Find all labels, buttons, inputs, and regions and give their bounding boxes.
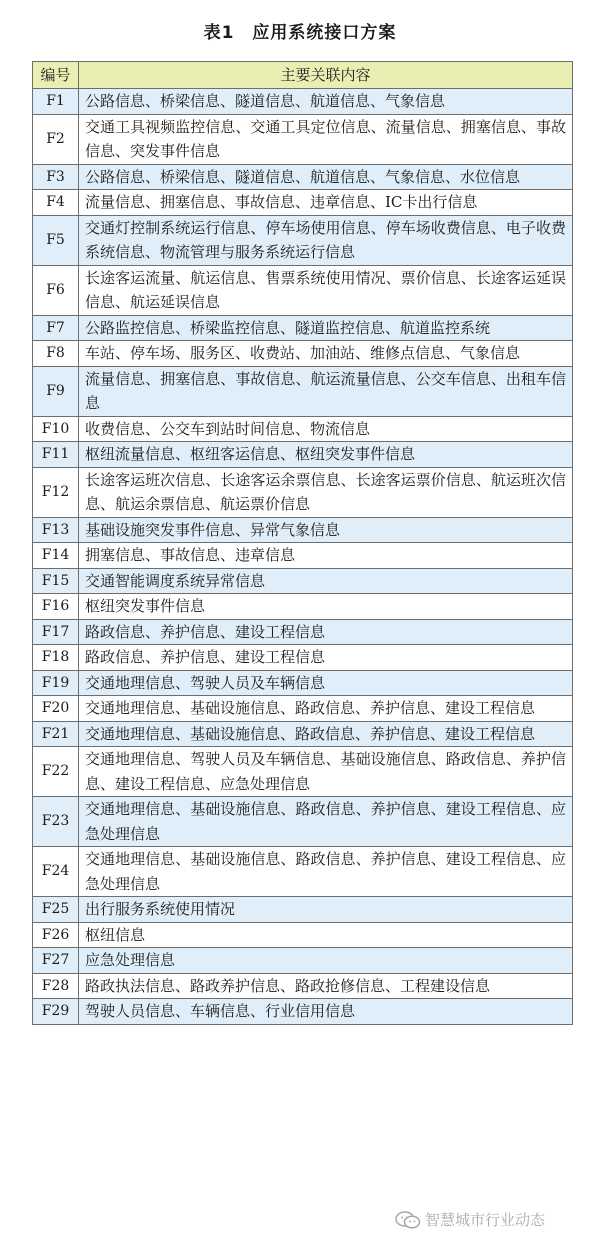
row-content: 枢纽突发事件信息 <box>79 594 573 620</box>
table-row <box>33 265 573 315</box>
table-title <box>0 18 600 43</box>
row-content: 路政信息、养护信息、建设工程信息 <box>79 645 573 671</box>
row-code: F9 <box>33 366 79 416</box>
row-content: 公路监控信息、桥梁监控信息、隧道监控信息、航道监控系统 <box>79 315 573 341</box>
table-row <box>33 215 573 265</box>
row-code: F28 <box>33 973 79 999</box>
table-row <box>33 517 573 543</box>
row-content: 交通地理信息、基础设施信息、路政信息、养护信息、建设工程信息、应急处理信息 <box>79 847 573 897</box>
row-content: 流量信息、拥塞信息、事故信息、违章信息、IC卡出行信息 <box>79 190 573 216</box>
table-row <box>33 315 573 341</box>
table-row <box>33 190 573 216</box>
row-code: F3 <box>33 164 79 190</box>
row-code: F19 <box>33 670 79 696</box>
row-content: 路政信息、养护信息、建设工程信息 <box>79 619 573 645</box>
row-code: F21 <box>33 721 79 747</box>
row-content: 长途客运流量、航运信息、售票系统使用情况、票价信息、长途客运延误信息、航运延误信息 <box>79 265 573 315</box>
row-code: F14 <box>33 543 79 569</box>
row-code: F23 <box>33 797 79 847</box>
row-content: 收费信息、公交车到站时间信息、物流信息 <box>79 416 573 442</box>
row-code: F18 <box>33 645 79 671</box>
row-code: F24 <box>33 847 79 897</box>
row-code: F26 <box>33 922 79 948</box>
table-row <box>33 568 573 594</box>
row-code: F12 <box>33 467 79 517</box>
row-content: 交通地理信息、驾驶人员及车辆信息 <box>79 670 573 696</box>
table-row <box>33 416 573 442</box>
header-code: 编号 <box>33 62 79 89</box>
row-code: F25 <box>33 897 79 923</box>
table-row <box>33 747 573 797</box>
row-code: F2 <box>33 114 79 164</box>
table-row <box>33 897 573 923</box>
header-content: 主要关联内容 <box>79 62 573 89</box>
interface-table <box>32 61 573 1025</box>
row-code: F11 <box>33 442 79 468</box>
table-row <box>33 543 573 569</box>
table-row <box>33 366 573 416</box>
row-content: 交通地理信息、基础设施信息、路政信息、养护信息、建设工程信息、应急处理信息 <box>79 797 573 847</box>
table-row <box>33 721 573 747</box>
row-code: F8 <box>33 341 79 367</box>
row-code: F7 <box>33 315 79 341</box>
row-content: 交通智能调度系统异常信息 <box>79 568 573 594</box>
row-content: 交通地理信息、驾驶人员及车辆信息、基础设施信息、路政信息、养护信息、建设工程信息、应急处理信息 <box>79 747 573 797</box>
row-content: 交通地理信息、基础设施信息、路政信息、养护信息、建设工程信息 <box>79 721 573 747</box>
row-content: 交通灯控制系统运行信息、停车场使用信息、停车场收费信息、电子收费系统信息、物流管理与服务系统运行信息 <box>79 215 573 265</box>
row-code: F6 <box>33 265 79 315</box>
row-code: F5 <box>33 215 79 265</box>
row-content: 交通工具视频监控信息、交通工具定位信息、流量信息、拥塞信息、事故信息、突发事件信息 <box>79 114 573 164</box>
row-code: F10 <box>33 416 79 442</box>
row-content: 交通地理信息、基础设施信息、路政信息、养护信息、建设工程信息 <box>79 696 573 722</box>
row-content: 公路信息、桥梁信息、隧道信息、航道信息、气象信息、水位信息 <box>79 164 573 190</box>
row-content: 应急处理信息 <box>79 948 573 974</box>
watermark <box>395 1209 545 1230</box>
table-row <box>33 164 573 190</box>
table-row <box>33 442 573 468</box>
row-content: 基础设施突发事件信息、异常气象信息 <box>79 517 573 543</box>
row-content: 车站、停车场、服务区、收费站、加油站、维修点信息、气象信息 <box>79 341 573 367</box>
row-code: F4 <box>33 190 79 216</box>
row-code: F27 <box>33 948 79 974</box>
table-title-text: 应用系统接口方案 <box>252 23 397 43</box>
table-row <box>33 467 573 517</box>
table-row <box>33 594 573 620</box>
table-header-row <box>33 62 573 89</box>
row-content: 长途客运班次信息、长途客运余票信息、长途客运票价信息、航运班次信息、航运余票信息、航运票价信息 <box>79 467 573 517</box>
table-title-label: 表1 <box>203 23 235 43</box>
row-content: 拥塞信息、事故信息、违章信息 <box>79 543 573 569</box>
table-row <box>33 948 573 974</box>
row-content: 出行服务系统使用情况 <box>79 897 573 923</box>
table-body <box>33 89 573 1025</box>
table-row <box>33 973 573 999</box>
table-row <box>33 999 573 1025</box>
row-content: 公路信息、桥梁信息、隧道信息、航道信息、气象信息 <box>79 89 573 115</box>
row-code: F13 <box>33 517 79 543</box>
wechat-icon <box>395 1211 421 1229</box>
table-row <box>33 89 573 115</box>
table-row <box>33 114 573 164</box>
row-content: 路政执法信息、路政养护信息、路政抢修信息、工程建设信息 <box>79 973 573 999</box>
row-content: 枢纽信息 <box>79 922 573 948</box>
row-code: F29 <box>33 999 79 1025</box>
table-row <box>33 619 573 645</box>
row-code: F20 <box>33 696 79 722</box>
table-row <box>33 847 573 897</box>
table-row <box>33 922 573 948</box>
row-content: 枢纽流量信息、枢纽客运信息、枢纽突发事件信息 <box>79 442 573 468</box>
watermark-text: 智慧城市行业动态 <box>425 1211 546 1229</box>
row-code: F22 <box>33 747 79 797</box>
row-code: F15 <box>33 568 79 594</box>
row-code: F16 <box>33 594 79 620</box>
row-content: 流量信息、拥塞信息、事故信息、航运流量信息、公交车信息、出租车信息 <box>79 366 573 416</box>
row-code: F1 <box>33 89 79 115</box>
table-row <box>33 797 573 847</box>
table-row <box>33 645 573 671</box>
row-code: F17 <box>33 619 79 645</box>
table-row <box>33 341 573 367</box>
table-row <box>33 670 573 696</box>
table-row <box>33 696 573 722</box>
row-content: 驾驶人员信息、车辆信息、行业信用信息 <box>79 999 573 1025</box>
